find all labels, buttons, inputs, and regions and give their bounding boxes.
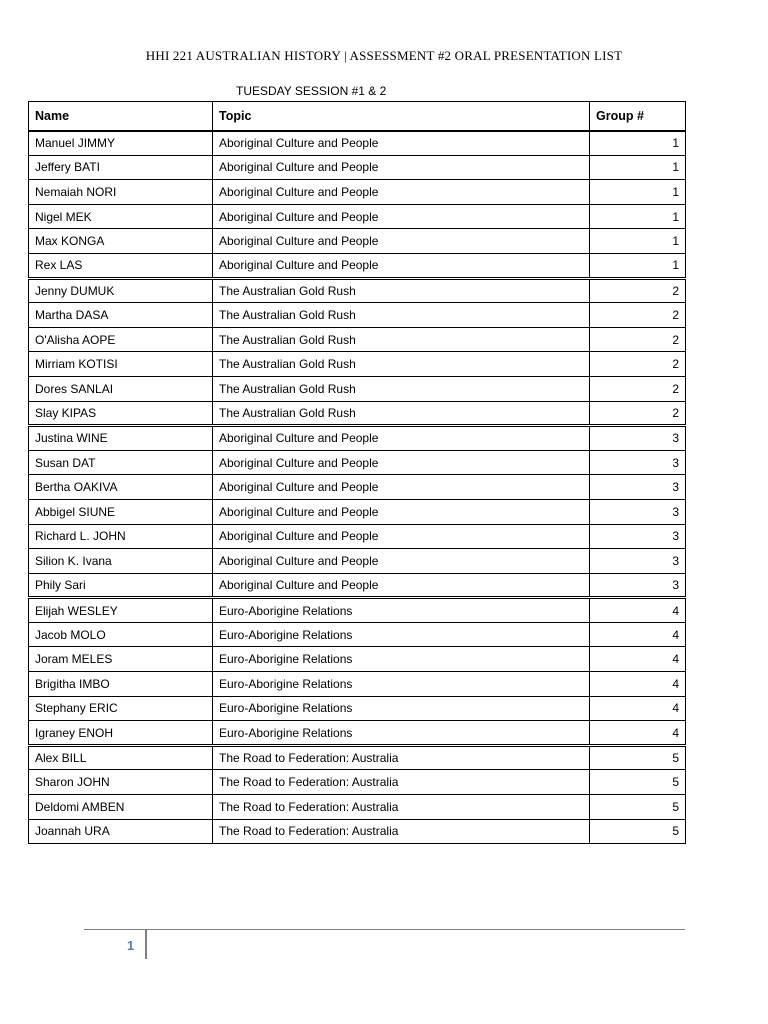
table-row [29, 229, 686, 254]
cell-group: 5 [590, 770, 686, 795]
cell-group: 4 [590, 721, 686, 746]
table-row [29, 352, 686, 377]
cell-topic: Aboriginal Culture and People [213, 524, 590, 549]
cell-topic: Euro-Aborigine Relations [213, 672, 590, 697]
cell-name: Dores SANLAI [29, 376, 213, 401]
table-row [29, 450, 686, 475]
cell-group: 2 [590, 327, 686, 352]
cell-topic: Aboriginal Culture and People [213, 180, 590, 205]
table-row [29, 745, 686, 770]
cell-group: 1 [590, 253, 686, 278]
cell-topic: Aboriginal Culture and People [213, 573, 590, 598]
cell-name: Alex BILL [29, 745, 213, 770]
cell-topic: The Road to Federation: Australia [213, 819, 590, 844]
cell-group: 3 [590, 450, 686, 475]
cell-name: Jeffery BATI [29, 155, 213, 180]
cell-topic: The Road to Federation: Australia [213, 795, 590, 820]
cell-name: Sharon JOHN [29, 770, 213, 795]
cell-group: 4 [590, 598, 686, 623]
cell-group: 2 [590, 352, 686, 377]
table-row [29, 770, 686, 795]
cell-group: 5 [590, 745, 686, 770]
cell-topic: The Australian Gold Rush [213, 303, 590, 328]
cell-group: 5 [590, 795, 686, 820]
cell-name: Deldomi AMBEN [29, 795, 213, 820]
table-row [29, 204, 686, 229]
cell-topic: Aboriginal Culture and People [213, 450, 590, 475]
table-body [29, 131, 686, 844]
cell-group: 2 [590, 303, 686, 328]
cell-name: Martha DASA [29, 303, 213, 328]
cell-topic: The Australian Gold Rush [213, 352, 590, 377]
cell-name: Brigitha IMBO [29, 672, 213, 697]
table-row [29, 426, 686, 451]
table-row [29, 598, 686, 623]
table-row [29, 376, 686, 401]
table-row [29, 647, 686, 672]
cell-group: 4 [590, 696, 686, 721]
cell-topic: The Australian Gold Rush [213, 401, 590, 426]
cell-topic: Aboriginal Culture and People [213, 549, 590, 574]
header-topic: Topic [213, 102, 590, 131]
cell-topic: Euro-Aborigine Relations [213, 721, 590, 746]
table-row [29, 327, 686, 352]
cell-topic: Euro-Aborigine Relations [213, 598, 590, 623]
cell-topic: Euro-Aborigine Relations [213, 647, 590, 672]
cell-topic: The Australian Gold Rush [213, 376, 590, 401]
cell-group: 3 [590, 524, 686, 549]
cell-group: 3 [590, 573, 686, 598]
cell-group: 3 [590, 549, 686, 574]
cell-group: 4 [590, 647, 686, 672]
table-row [29, 696, 686, 721]
header-group: Group # [590, 102, 686, 131]
cell-name: Abbigel SIUNE [29, 499, 213, 524]
cell-topic: Aboriginal Culture and People [213, 155, 590, 180]
table-row [29, 131, 686, 156]
cell-group: 1 [590, 155, 686, 180]
header-name: Name [29, 102, 213, 131]
cell-name: Nigel MEK [29, 204, 213, 229]
cell-name: O'Alisha AOPE [29, 327, 213, 352]
cell-name: Rex LAS [29, 253, 213, 278]
cell-topic: The Australian Gold Rush [213, 327, 590, 352]
cell-topic: Euro-Aborigine Relations [213, 696, 590, 721]
page-number: 1 [127, 938, 135, 953]
table-row [29, 401, 686, 426]
table-row [29, 549, 686, 574]
cell-name: Joannah URA [29, 819, 213, 844]
cell-name: Jenny DUMUK [29, 278, 213, 303]
cell-name: Susan DAT [29, 450, 213, 475]
document-title: HHI 221 AUSTRALIAN HISTORY | ASSESSMENT #2 ORAL PRESENTATION LIST [145, 48, 623, 63]
table-header-row [29, 102, 686, 131]
cell-topic: Aboriginal Culture and People [213, 131, 590, 156]
cell-topic: Aboriginal Culture and People [213, 499, 590, 524]
cell-group: 5 [590, 819, 686, 844]
table-row [29, 524, 686, 549]
table-row [29, 303, 686, 328]
cell-name: Manuel JIMMY [29, 131, 213, 156]
table-row [29, 622, 686, 647]
cell-topic: Aboriginal Culture and People [213, 475, 590, 500]
footer-rule [84, 929, 685, 930]
cell-name: Igraney ENOH [29, 721, 213, 746]
cell-name: Nemaiah NORI [29, 180, 213, 205]
cell-name: Richard L. JOHN [29, 524, 213, 549]
cell-name: Elijah WESLEY [29, 598, 213, 623]
table-row [29, 180, 686, 205]
table-row [29, 253, 686, 278]
cell-name: Stephany ERIC [29, 696, 213, 721]
cell-group: 1 [590, 180, 686, 205]
table-row [29, 819, 686, 844]
cell-group: 2 [590, 278, 686, 303]
cell-topic: The Road to Federation: Australia [213, 745, 590, 770]
cell-name: Phily Sari [29, 573, 213, 598]
cell-name: Jacob MOLO [29, 622, 213, 647]
cell-group: 4 [590, 622, 686, 647]
cell-group: 3 [590, 426, 686, 451]
table-row [29, 278, 686, 303]
cell-topic: Aboriginal Culture and People [213, 204, 590, 229]
table-row [29, 721, 686, 746]
table-row [29, 795, 686, 820]
table-row [29, 155, 686, 180]
cell-name: Joram MELES [29, 647, 213, 672]
cell-group: 1 [590, 229, 686, 254]
table-row [29, 475, 686, 500]
table-row [29, 672, 686, 697]
cell-group: 2 [590, 401, 686, 426]
cell-topic: Aboriginal Culture and People [213, 229, 590, 254]
cell-name: Bertha OAKIVA [29, 475, 213, 500]
cell-topic: The Australian Gold Rush [213, 278, 590, 303]
table-row [29, 573, 686, 598]
cell-name: Justina WINE [29, 426, 213, 451]
cell-name: Max KONGA [29, 229, 213, 254]
presentation-table [28, 101, 686, 844]
cell-group: 3 [590, 475, 686, 500]
cell-group: 1 [590, 204, 686, 229]
cell-topic: Aboriginal Culture and People [213, 253, 590, 278]
footer-divider [145, 930, 147, 959]
cell-name: Slay KIPAS [29, 401, 213, 426]
cell-group: 4 [590, 672, 686, 697]
cell-name: Silion K. Ivana [29, 549, 213, 574]
session-heading: TUESDAY SESSION #1 & 2 [236, 84, 387, 98]
cell-name: Mirriam KOTISI [29, 352, 213, 377]
cell-group: 1 [590, 131, 686, 156]
cell-topic: Euro-Aborigine Relations [213, 622, 590, 647]
cell-topic: The Road to Federation: Australia [213, 770, 590, 795]
cell-topic: Aboriginal Culture and People [213, 426, 590, 451]
cell-group: 2 [590, 376, 686, 401]
table-row [29, 499, 686, 524]
cell-group: 3 [590, 499, 686, 524]
